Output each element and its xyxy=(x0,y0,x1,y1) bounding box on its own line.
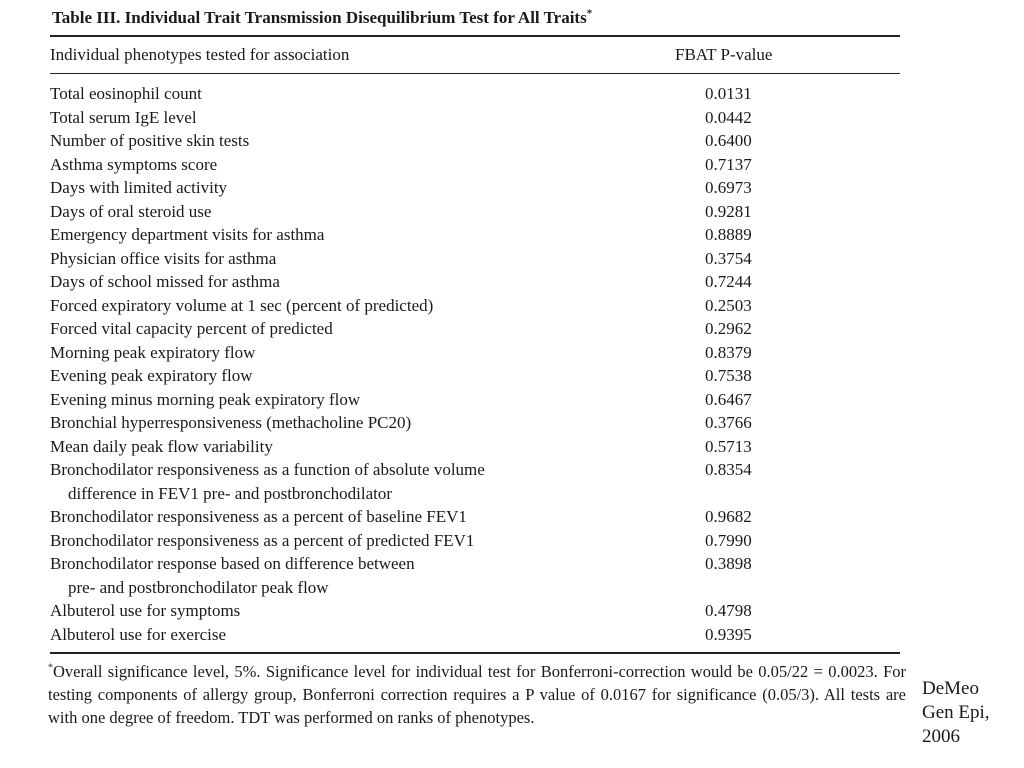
table-row xyxy=(50,223,900,247)
p-value-cell: 0.6400 xyxy=(705,131,752,150)
p-value-cell: 0.9395 xyxy=(705,624,752,644)
p-value-cell: 0.8354 xyxy=(705,460,752,479)
table-row xyxy=(50,505,900,529)
trait-text: Evening peak expiratory flow xyxy=(50,366,253,385)
table-row xyxy=(50,129,900,153)
trait-text: Bronchodilator response based on difference between xyxy=(50,554,415,573)
table-row xyxy=(50,294,900,318)
trait-text: Days of oral steroid use xyxy=(50,201,212,221)
header-rule xyxy=(50,73,900,74)
trait-text: Physician office visits for asthma xyxy=(50,248,277,268)
table-row xyxy=(50,458,900,505)
citation-year: 2006 xyxy=(922,726,960,747)
citation xyxy=(922,677,990,749)
p-value-cell: 0.9281 xyxy=(705,201,752,221)
table-row xyxy=(50,270,900,294)
trait-text: Forced expiratory volume at 1 sec (percent of predicted) xyxy=(50,295,434,315)
trait-cell xyxy=(50,505,705,529)
header-trait: Individual phenotypes tested for association xyxy=(50,45,350,64)
trait-cell xyxy=(50,294,705,318)
results-table xyxy=(48,4,906,729)
trait-cell xyxy=(50,388,705,412)
trait-cell xyxy=(50,106,705,130)
p-value-cell: 0.7990 xyxy=(705,530,752,550)
trait-text: Albuterol use for symptoms xyxy=(50,601,241,620)
trait-text: Albuterol use for exercise xyxy=(50,624,227,644)
trait-cell xyxy=(50,599,705,623)
p-value-cell: 0.0131 xyxy=(705,84,752,103)
p-value-cell: 0.0442 xyxy=(705,107,752,127)
trait-text: Morning peak expiratory flow xyxy=(50,342,256,362)
p-value-cell: 0.3898 xyxy=(705,554,752,573)
trait-text-continued: pre- and postbronchodilator peak flow xyxy=(68,577,329,597)
table-row xyxy=(50,364,900,388)
trait-cell xyxy=(50,129,705,153)
trait-cell xyxy=(50,364,705,388)
p-value-cell: 0.6467 xyxy=(705,389,752,409)
table-row xyxy=(50,341,900,365)
header-p-value: FBAT P-value xyxy=(675,45,773,64)
footnote-text: Overall significance level, 5%. Significance level for individual test for Bonferroni-correction would be 0.05/22 = 0.0023. For testing components of allergy group, Bonferroni correction requires a P value of 0.0167 for significance (0.05/3). All tests are with one degree of freedom. TDT was performed on ranks of phenotypes. xyxy=(48,662,906,727)
trait-cell xyxy=(50,270,705,294)
p-value-cell: 0.9682 xyxy=(705,507,752,526)
table-header xyxy=(50,37,900,73)
citation-journal: Gen Epi, xyxy=(922,702,990,723)
table-body xyxy=(50,82,900,646)
trait-text: Days with limited activity xyxy=(50,178,228,197)
p-value-cell: 0.8889 xyxy=(705,225,752,244)
p-value-cell: 0.2962 xyxy=(705,319,752,338)
citation-author: DeMeo xyxy=(922,678,979,699)
table-row xyxy=(50,435,900,459)
table-row xyxy=(50,247,900,271)
table-row xyxy=(50,153,900,177)
trait-cell xyxy=(50,200,705,224)
trait-text: Days of school missed for asthma xyxy=(50,272,280,291)
p-value-cell: 0.7244 xyxy=(705,272,752,291)
trait-cell xyxy=(50,176,705,200)
table-row xyxy=(50,106,900,130)
trait-text: Bronchodilator responsiveness as a percent of predicted FEV1 xyxy=(50,530,475,550)
table-row xyxy=(50,176,900,200)
trait-text-continued: difference in FEV1 pre- and postbronchodilator xyxy=(68,483,393,503)
table-row xyxy=(50,411,900,435)
table-title-text: Table III. Individual Trait Transmission Disequilibrium Test for All Traits xyxy=(52,8,587,27)
trait-cell xyxy=(50,411,705,435)
trait-cell xyxy=(50,247,705,271)
table-row xyxy=(50,552,900,599)
p-value-cell: 0.6973 xyxy=(705,178,752,197)
p-value-cell: 0.4798 xyxy=(705,601,752,620)
trait-text: Evening minus morning peak expiratory flow xyxy=(50,389,361,409)
trait-text: Number of positive skin tests xyxy=(50,131,250,150)
trait-cell xyxy=(50,82,705,106)
table-row xyxy=(50,388,900,412)
table-row xyxy=(50,529,900,553)
table-title xyxy=(50,4,900,32)
trait-text: Mean daily peak flow variability xyxy=(50,436,273,456)
trait-cell xyxy=(50,341,705,365)
trait-text: Bronchodilator responsiveness as a percent of baseline FEV1 xyxy=(50,507,467,526)
trait-text: Total eosinophil count xyxy=(50,84,202,103)
p-value-cell: 0.5713 xyxy=(705,436,752,456)
table-row xyxy=(50,317,900,341)
trait-text: Forced vital capacity percent of predicted xyxy=(50,319,333,338)
table-row xyxy=(50,599,900,623)
p-value-cell: 0.8379 xyxy=(705,342,752,362)
trait-cell xyxy=(50,623,705,647)
trait-text: Bronchial hyperresponsiveness (methacholine PC20) xyxy=(50,413,412,432)
trait-text: Bronchodilator responsiveness as a function of absolute volume xyxy=(50,460,485,479)
trait-cell xyxy=(50,529,705,553)
table-row xyxy=(50,82,900,106)
p-value-cell: 0.7538 xyxy=(705,366,752,385)
bottom-rule xyxy=(50,652,900,654)
title-footnote-marker: * xyxy=(586,7,593,20)
p-value-cell: 0.3766 xyxy=(705,413,752,432)
trait-cell xyxy=(50,153,705,177)
trait-cell xyxy=(50,317,705,341)
trait-text: Emergency department visits for asthma xyxy=(50,225,325,244)
trait-cell xyxy=(50,435,705,459)
p-value-cell: 0.3754 xyxy=(705,248,752,268)
p-value-cell: 0.7137 xyxy=(705,154,752,174)
trait-cell xyxy=(50,223,705,247)
table-footnote xyxy=(48,660,906,729)
footnote-marker: * xyxy=(48,662,53,674)
trait-text: Asthma symptoms score xyxy=(50,154,218,174)
trait-text: Total serum IgE level xyxy=(50,107,197,127)
p-value-cell: 0.2503 xyxy=(705,295,752,315)
trait-cell xyxy=(50,458,705,505)
trait-cell xyxy=(50,552,705,599)
table-row xyxy=(50,623,900,647)
table-row xyxy=(50,200,900,224)
